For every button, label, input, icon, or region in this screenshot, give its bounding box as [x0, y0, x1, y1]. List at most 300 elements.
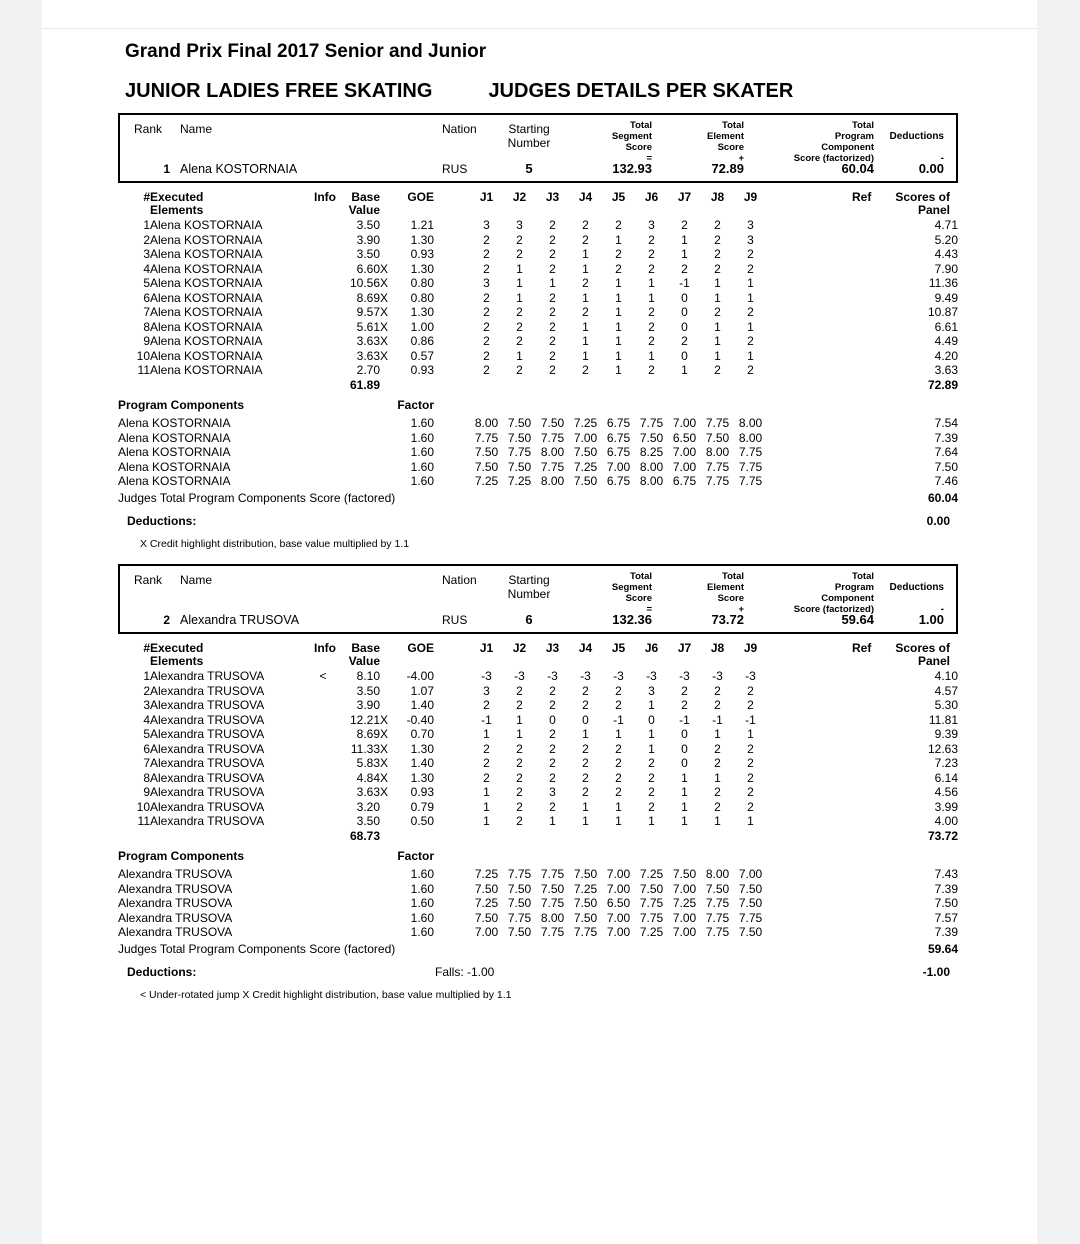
element-base-value: 8.69 — [356, 290, 380, 305]
judge-component-score: 7.75 — [738, 459, 763, 474]
judge-score: 2 — [714, 785, 721, 799]
judge-score: 2 — [483, 290, 490, 305]
element-x-credit: X — [380, 727, 389, 741]
judge-score: 2 — [681, 261, 688, 276]
judge-score: 2 — [714, 741, 721, 756]
ref-header: Ref — [852, 190, 872, 204]
judge-score: -3 — [547, 669, 558, 683]
element-base-value: 9.57 — [356, 305, 380, 319]
judge-score: 3 — [516, 218, 523, 232]
judge-score: 1 — [747, 814, 754, 828]
component-name: Alena KOSTORNAIA — [118, 474, 231, 488]
component-factor: 1.60 — [410, 474, 434, 488]
judge-score: 2 — [747, 363, 754, 377]
judge-score: 1 — [516, 261, 523, 276]
element-row — [118, 305, 958, 320]
judge-score: 2 — [648, 756, 655, 770]
element-name: Alexandra TRUSOVA — [150, 683, 265, 698]
component-name: Alena KOSTORNAIA — [118, 445, 231, 459]
judge-score: -1 — [679, 712, 690, 727]
judge-score: 1 — [681, 770, 688, 785]
element-goe: 0.93 — [410, 363, 434, 377]
element-number: 8 — [143, 770, 150, 785]
element-x-credit: X — [380, 334, 389, 348]
element-goe: 1.30 — [410, 305, 434, 319]
event-title: Grand Prix Final 2017 Senior and Junior — [125, 41, 487, 62]
judge-score: 1 — [615, 305, 622, 319]
element-name: Alena KOSTORNAIA — [150, 319, 263, 334]
judge-score: 3 — [648, 683, 655, 698]
deductions-detail: Falls: -1.00 — [435, 965, 495, 979]
element-x-credit: X — [380, 261, 389, 276]
skater-name: Alena KOSTORNAIA — [180, 162, 298, 176]
judge-score: 2 — [714, 799, 721, 814]
judge-component-score: 7.50 — [573, 896, 598, 910]
element-x-credit — [380, 247, 394, 262]
skater-rank: 2 — [163, 613, 170, 627]
judge-component-score: 7.50 — [507, 430, 532, 445]
element-name: Alena KOSTORNAIA — [150, 276, 263, 290]
element-number: 1 — [143, 669, 150, 683]
component-factor: 1.60 — [410, 910, 434, 925]
judge-score: 1 — [714, 770, 721, 785]
judge-component-score: 8.00 — [540, 445, 565, 459]
judge-component-score: 7.75 — [507, 910, 532, 925]
element-panel-score: 4.71 — [934, 218, 958, 232]
judge-score: 2 — [648, 305, 655, 319]
judge-component-score: 7.50 — [573, 867, 598, 881]
element-x-credit — [380, 669, 394, 684]
element-goe: -0.40 — [406, 712, 434, 727]
element-name: Alena KOSTORNAIA — [150, 348, 263, 363]
judge-score: 2 — [549, 363, 556, 377]
judge-score: 1 — [615, 334, 622, 348]
judge-score: 2 — [582, 741, 589, 756]
component-name: Alena KOSTORNAIA — [118, 459, 231, 474]
judge-score: 2 — [516, 741, 523, 756]
starting-number-value: 5 — [525, 161, 533, 176]
judge-header: J7 — [677, 190, 692, 204]
report-subtitle — [125, 80, 1037, 103]
element-number: 7 — [143, 756, 150, 770]
judge-score: 2 — [747, 741, 754, 756]
judge-component-score: 8.00 — [705, 867, 730, 881]
judge-score: 1 — [681, 247, 688, 261]
judge-score: 2 — [681, 683, 688, 698]
judge-score: -3 — [514, 669, 525, 683]
program-components-header-row — [118, 849, 958, 867]
element-goe: 1.30 — [410, 232, 434, 247]
judge-score: -1 — [613, 712, 624, 727]
element-row — [118, 233, 958, 248]
element-row — [118, 814, 958, 829]
judge-component-score: 7.75 — [507, 867, 532, 881]
judge-score: 1 — [747, 727, 754, 741]
document-page — [42, 0, 1037, 1244]
element-row — [118, 349, 958, 364]
judge-score: 2 — [648, 247, 655, 261]
element-x-credit: X — [380, 319, 389, 334]
element-info-flag — [310, 349, 336, 364]
element-x-credit: X — [380, 756, 389, 770]
element-number: 9 — [143, 334, 150, 348]
skater-name: Alexandra TRUSOVA — [180, 613, 300, 627]
deductions-row — [118, 514, 958, 529]
judge-component-score: 7.50 — [474, 881, 499, 896]
judge-component-score: 8.25 — [639, 445, 664, 459]
judge-score: -3 — [646, 669, 657, 683]
judge-score: 2 — [549, 770, 556, 785]
element-base-value: 3.63 — [356, 785, 380, 799]
component-row — [118, 925, 958, 940]
component-row — [118, 460, 958, 475]
judge-score: 2 — [483, 363, 490, 377]
judge-component-score: 6.75 — [672, 474, 697, 488]
program-components-label: Program Components — [118, 849, 245, 863]
judge-component-score: 7.50 — [738, 925, 763, 939]
judge-component-score: 7.75 — [705, 416, 730, 430]
element-panel-score: 5.30 — [934, 698, 958, 712]
component-row — [118, 867, 958, 882]
component-factor: 1.60 — [410, 896, 434, 910]
element-panel-score: 11.81 — [928, 712, 958, 727]
element-base-value: 2.70 — [356, 363, 380, 377]
judge-component-score: 7.75 — [705, 925, 730, 939]
judge-score: 2 — [582, 770, 589, 785]
element-goe: 0.80 — [410, 290, 434, 305]
judge-score: 2 — [483, 348, 490, 363]
rank-column-label: Rank — [134, 573, 163, 587]
judge-score: 2 — [747, 683, 754, 698]
judge-header: J4 — [578, 641, 593, 655]
judge-component-score: 7.75 — [738, 910, 763, 925]
element-info-flag — [310, 698, 336, 713]
judge-score: 3 — [648, 218, 655, 232]
judge-score: 1 — [648, 698, 655, 712]
judge-score: 2 — [714, 218, 721, 232]
judge-score: 2 — [516, 799, 523, 814]
component-panel-score: 7.46 — [934, 474, 958, 488]
component-factor: 1.60 — [410, 459, 434, 474]
judge-score: 0 — [648, 712, 655, 727]
judge-score: 2 — [483, 698, 490, 712]
judge-component-score: 7.50 — [507, 925, 532, 939]
element-name: Alexandra TRUSOVA — [150, 727, 265, 741]
judge-score: 1 — [747, 290, 754, 305]
judge-header: J5 — [611, 190, 626, 204]
judge-score: 1 — [681, 814, 688, 828]
base-value-header: Base Value — [348, 190, 380, 217]
element-panel-score: 4.57 — [934, 683, 958, 698]
component-name: Alena KOSTORNAIA — [118, 416, 231, 430]
judge-score: 2 — [582, 683, 589, 698]
judge-score: 1 — [648, 276, 655, 290]
judge-component-score: 7.50 — [540, 881, 565, 896]
judge-score: -1 — [745, 712, 756, 727]
element-panel-score: 6.14 — [934, 770, 958, 785]
judge-score: -3 — [745, 669, 756, 683]
judge-score: 2 — [747, 756, 754, 770]
element-info-flag — [310, 800, 336, 815]
judge-score: 2 — [681, 218, 688, 232]
judge-score: 2 — [549, 334, 556, 348]
judge-score: 1 — [681, 785, 688, 799]
element-x-credit: X — [380, 741, 389, 756]
judge-score: 2 — [582, 276, 589, 290]
element-x-credit: X — [380, 276, 389, 290]
judges-total-row — [118, 489, 958, 506]
component-row — [118, 896, 958, 911]
element-name: Alena KOSTORNAIA — [150, 334, 263, 348]
judge-component-score: 7.50 — [507, 896, 532, 910]
judge-component-score: 7.00 — [672, 925, 697, 939]
base-value-total: 61.89 — [349, 377, 380, 392]
element-info-flag — [310, 233, 336, 248]
element-base-value: 3.50 — [356, 218, 380, 232]
judge-component-score: 6.50 — [606, 896, 631, 910]
judge-score: 2 — [483, 319, 490, 334]
program-components-header-row — [118, 398, 958, 416]
judge-component-score: 7.50 — [474, 459, 499, 474]
judge-score: 2 — [549, 741, 556, 756]
judge-score: 2 — [549, 727, 556, 741]
document-content — [42, 0, 1037, 1001]
goe-header: GOE — [407, 190, 434, 204]
total-deductions-value: 1.00 — [918, 612, 944, 627]
element-base-value: 3.90 — [356, 232, 380, 247]
judge-component-score: 7.50 — [672, 867, 697, 881]
judge-score: 2 — [747, 698, 754, 712]
judge-score: 1 — [516, 290, 523, 305]
judge-score: 2 — [483, 741, 490, 756]
judge-score: 2 — [615, 698, 622, 712]
element-row — [118, 218, 958, 233]
judge-score: 2 — [516, 305, 523, 319]
element-panel-score: 3.63 — [934, 363, 958, 377]
executed-elements-header: Executed Elements — [150, 190, 204, 217]
element-goe: 1.30 — [410, 770, 434, 785]
judge-score: 3 — [483, 218, 490, 232]
component-row — [118, 882, 958, 897]
element-panel-score: 4.00 — [934, 814, 958, 828]
element-base-value: 10.56 — [349, 276, 380, 290]
judge-component-score: 7.50 — [507, 459, 532, 474]
judge-score: 2 — [516, 247, 523, 261]
element-goe: 1.07 — [410, 683, 434, 698]
component-name: Alexandra TRUSOVA — [118, 910, 233, 925]
element-info-flag — [310, 713, 336, 728]
judge-score: -1 — [481, 712, 492, 727]
element-row — [118, 669, 958, 684]
element-info-flag — [310, 727, 336, 742]
judge-score: -3 — [679, 669, 690, 683]
element-score-total: 73.72 — [927, 828, 958, 843]
judge-score: 2 — [549, 218, 556, 232]
element-row — [118, 771, 958, 786]
judge-score: 1 — [747, 276, 754, 290]
judge-score: 2 — [516, 770, 523, 785]
judge-score: 2 — [648, 232, 655, 247]
judges-details-table — [118, 642, 958, 956]
element-goe: 1.30 — [410, 261, 434, 276]
judge-score: 2 — [549, 290, 556, 305]
judge-score: -1 — [712, 712, 723, 727]
skater-nation: RUS — [442, 613, 468, 627]
judge-score: 2 — [483, 305, 490, 319]
judge-component-score: 7.25 — [573, 881, 598, 896]
judges-total-label: Judges Total Program Components Score (factored) — [118, 941, 396, 956]
element-panel-score: 3.99 — [934, 799, 958, 814]
total-segment-score: 132.36 — [612, 612, 652, 627]
judge-score: 1 — [549, 814, 556, 828]
judge-score: 2 — [648, 770, 655, 785]
element-info-flag — [310, 785, 336, 800]
element-info-flag — [310, 684, 336, 699]
element-x-credit — [380, 698, 394, 713]
element-row — [118, 363, 958, 378]
judge-score: 1 — [483, 727, 490, 741]
elements-total-row — [118, 829, 958, 844]
judge-score: 1 — [714, 348, 721, 363]
judge-score: 2 — [714, 232, 721, 247]
judge-score: 2 — [483, 247, 490, 261]
judge-score: 2 — [681, 698, 688, 712]
judge-component-score: 7.25 — [639, 925, 664, 939]
judge-component-score: 7.75 — [639, 896, 664, 910]
rank-column-label: Rank — [134, 122, 163, 136]
element-goe: 1.21 — [410, 218, 434, 232]
judge-score: 2 — [516, 756, 523, 770]
element-row — [118, 785, 958, 800]
judge-component-score: 7.75 — [705, 896, 730, 910]
skater-section — [118, 564, 958, 1001]
judge-component-score: 7.50 — [639, 881, 664, 896]
judge-score: 2 — [747, 261, 754, 276]
component-row — [118, 445, 958, 460]
judge-component-score: 7.25 — [573, 459, 598, 474]
judge-score: -1 — [679, 276, 690, 290]
judge-component-score: 8.00 — [639, 474, 664, 488]
factor-label: Factor — [397, 398, 434, 412]
element-goe: 1.40 — [410, 698, 434, 712]
judge-component-score: 7.75 — [573, 925, 598, 939]
judge-score: 1 — [582, 814, 589, 828]
judge-component-score: 7.00 — [474, 925, 499, 939]
judge-score: 1 — [516, 727, 523, 741]
judge-component-score: 7.25 — [474, 896, 499, 910]
element-x-credit: X — [380, 770, 389, 785]
judge-score: 2 — [549, 683, 556, 698]
judge-component-score: 7.75 — [507, 445, 532, 459]
component-row — [118, 911, 958, 926]
judge-score: 1 — [483, 814, 490, 828]
element-row — [118, 291, 958, 306]
element-number: 5 — [143, 276, 150, 290]
components-total-score: 59.64 — [927, 941, 958, 956]
element-panel-score: 4.43 — [934, 247, 958, 261]
judge-component-score: 7.75 — [705, 910, 730, 925]
judge-component-score: 7.75 — [540, 459, 565, 474]
element-score-column-label: Total Element Score + — [707, 120, 744, 164]
total-element-score: 73.72 — [711, 612, 744, 627]
element-x-credit — [380, 800, 394, 815]
judge-score: 1 — [714, 319, 721, 334]
nation-column-label: Nation — [442, 573, 477, 587]
element-number: 11 — [137, 363, 150, 377]
element-goe: 0.57 — [410, 348, 434, 363]
judge-component-score: 7.75 — [738, 474, 763, 488]
element-goe: 0.79 — [410, 799, 434, 814]
component-name: Alexandra TRUSOVA — [118, 867, 233, 881]
element-panel-score: 12.63 — [927, 741, 958, 756]
report-type-title: JUDGES DETAILS PER SKATER — [488, 80, 794, 102]
judge-score: -3 — [481, 669, 492, 683]
judge-component-score: 7.50 — [573, 474, 598, 488]
judge-score: 2 — [582, 305, 589, 319]
component-score-column-label: Total Program Component Score (factorized) — [793, 571, 874, 615]
judge-score: 2 — [549, 232, 556, 247]
judge-score: 1 — [582, 348, 589, 363]
judge-score: 1 — [483, 785, 490, 799]
judge-score: 2 — [714, 698, 721, 712]
judge-score: -3 — [712, 669, 723, 683]
element-row — [118, 742, 958, 757]
element-base-value: 12.21 — [349, 712, 380, 727]
judge-score: 1 — [615, 319, 622, 334]
component-panel-score: 7.54 — [934, 416, 958, 430]
judge-score: 2 — [516, 334, 523, 348]
element-base-value: 3.20 — [356, 799, 380, 814]
base-value-header: Base Value — [348, 641, 380, 668]
info-header: Info — [314, 641, 336, 655]
judge-header: J1 — [479, 190, 494, 204]
judge-component-score: 7.00 — [738, 867, 763, 881]
judge-score: 1 — [714, 334, 721, 348]
judge-score: 2 — [747, 247, 754, 261]
element-base-value: 3.50 — [356, 247, 380, 261]
judge-score: 2 — [714, 261, 721, 276]
component-panel-score: 7.43 — [934, 867, 958, 881]
element-panel-score: 4.49 — [934, 334, 958, 348]
element-name: Alexandra TRUSOVA — [150, 756, 265, 770]
judge-score: 1 — [582, 247, 589, 261]
judge-score: 0 — [681, 290, 688, 305]
element-name: Alena KOSTORNAIA — [150, 218, 263, 232]
judge-component-score: 6.75 — [606, 445, 631, 459]
judge-score: 0 — [681, 756, 688, 770]
element-goe: 0.93 — [410, 785, 434, 799]
judge-score: 2 — [615, 756, 622, 770]
element-x-credit: X — [380, 712, 389, 727]
judge-component-score: 7.50 — [573, 445, 598, 459]
element-row — [118, 756, 958, 771]
element-info-flag — [310, 262, 336, 277]
judge-score: 1 — [483, 799, 490, 814]
judge-score: 1 — [615, 276, 622, 290]
judge-component-score: 7.00 — [573, 430, 598, 445]
judge-score: 2 — [648, 363, 655, 377]
judge-score: 2 — [615, 247, 622, 261]
judge-score: 2 — [582, 756, 589, 770]
judge-score: 3 — [747, 232, 754, 247]
component-panel-score: 7.39 — [934, 430, 958, 445]
judge-header: J6 — [644, 190, 659, 204]
component-panel-score: 7.57 — [934, 910, 958, 925]
element-panel-score: 9.39 — [934, 727, 958, 741]
judge-score: 2 — [615, 218, 622, 232]
element-name: Alexandra TRUSOVA — [150, 741, 265, 756]
judge-component-score: 8.00 — [540, 474, 565, 488]
